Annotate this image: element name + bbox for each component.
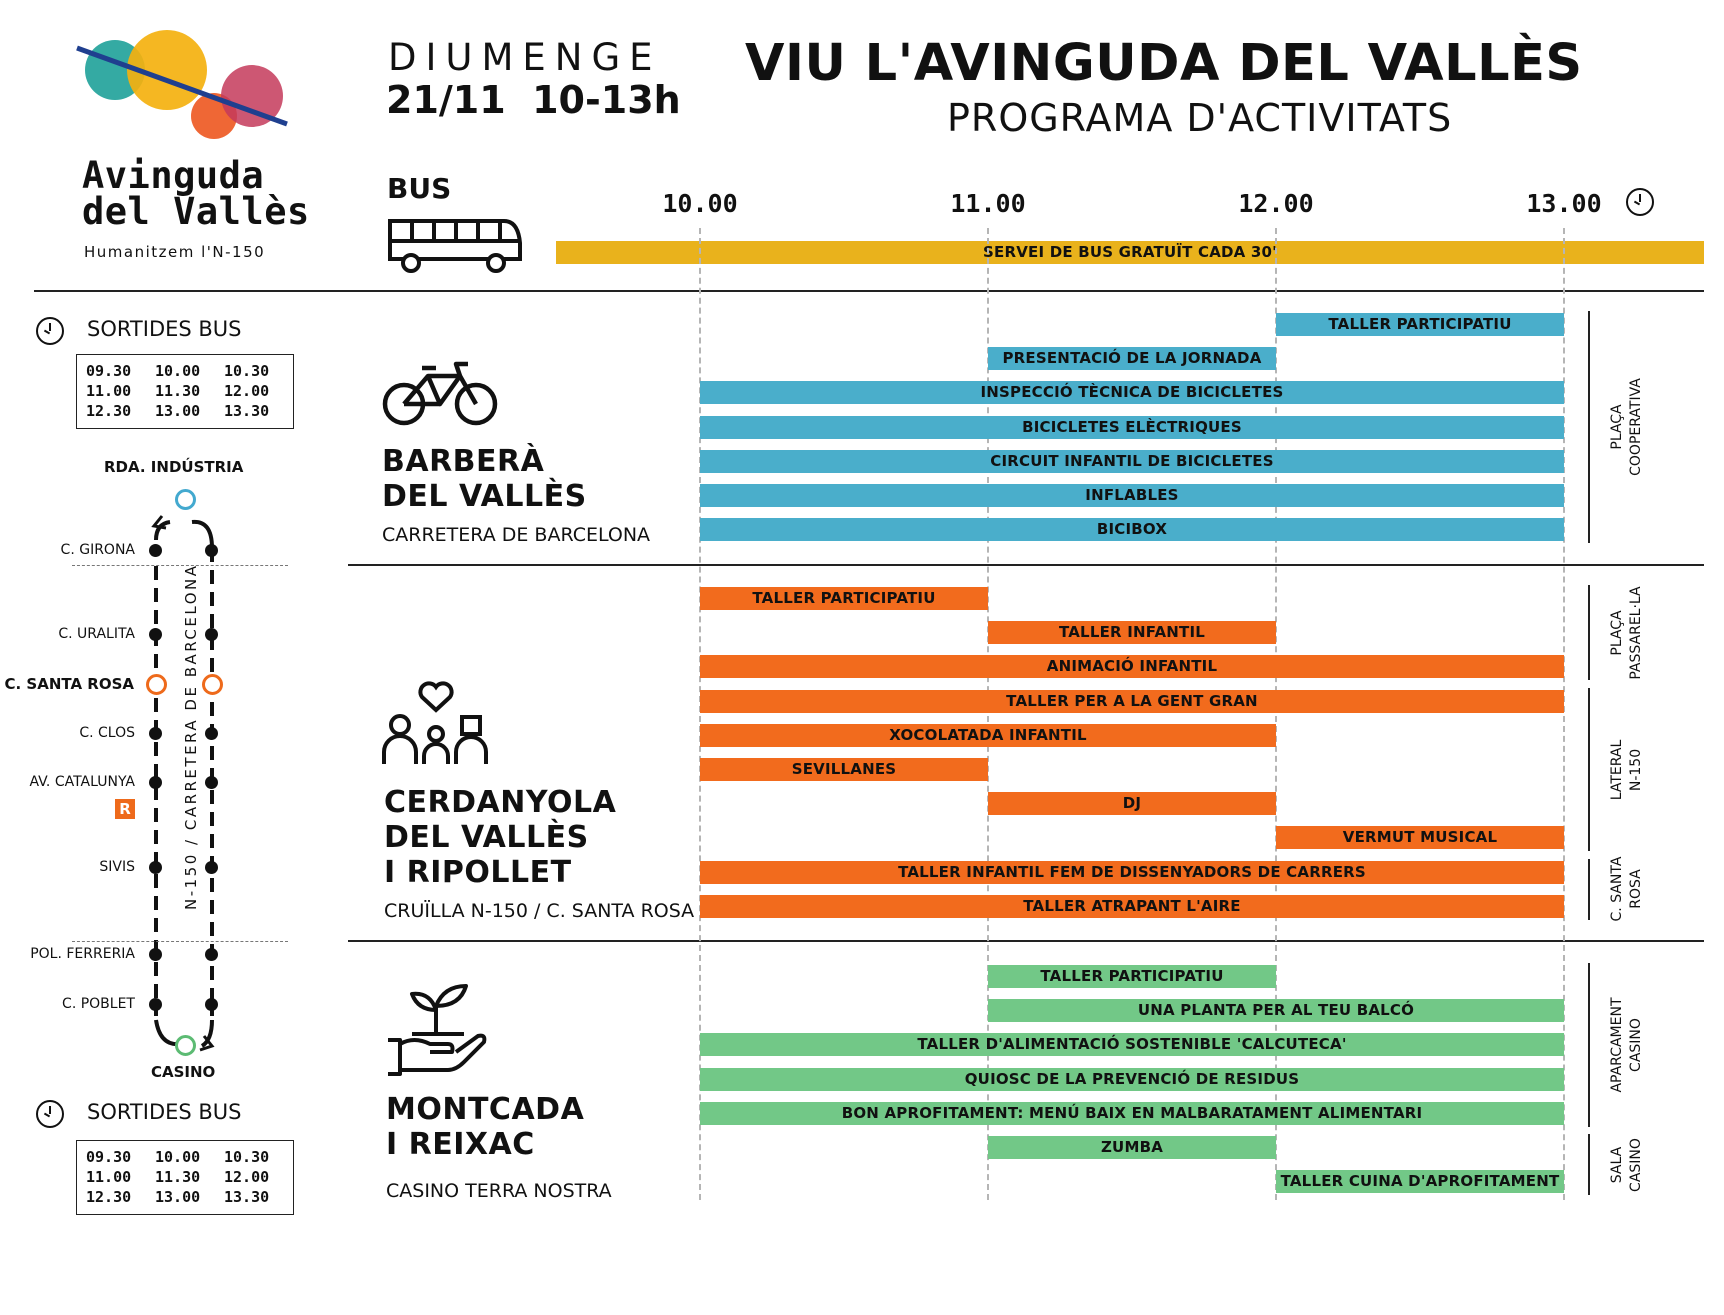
route-stop-dot xyxy=(149,998,162,1011)
venue-label-line: COOPERATIVA xyxy=(1628,378,1644,476)
venue-label-line: PLAÇA xyxy=(1609,404,1625,450)
section-title-cerdanyola: CERDANYOLA DEL VALLÈS I RIPOLLET xyxy=(384,785,617,890)
departure-time: 10.00 xyxy=(155,362,201,380)
departure-time: 10.30 xyxy=(224,1148,270,1166)
table-row xyxy=(77,401,293,421)
activity-bar-barbera: PRESENTACIÓ DE LA JORNADA xyxy=(988,347,1276,370)
venue-bracket xyxy=(1588,311,1590,543)
logo-line-1: Avinguda xyxy=(82,154,265,197)
clock-icon xyxy=(1626,188,1654,216)
venue-label-line: C. SANTA xyxy=(1609,856,1625,922)
activity-bar-montcada: BON APROFITAMENT: MENÚ BAIX EN MALBARATAMENT ALIMENTARI xyxy=(700,1102,1564,1125)
bicycle-icon xyxy=(382,360,498,428)
activity-bar-montcada: TALLER PARTICIPATIU xyxy=(988,965,1276,988)
terminal-stop-marker xyxy=(175,1035,196,1056)
venue-label-line: N-150 xyxy=(1628,748,1644,791)
zone-divider xyxy=(72,941,288,942)
route-stop-dot xyxy=(149,628,162,641)
departure-time: 12.30 xyxy=(86,402,132,420)
departure-time: 13.00 xyxy=(155,402,201,420)
route-stop-label: C. CLOS xyxy=(79,725,135,741)
activity-bar-cerdanyola: TALLER PER A LA GENT GRAN xyxy=(700,690,1564,713)
venue-bracket xyxy=(1588,688,1590,852)
page-title: VIU L'AVINGUDA DEL VALLÈS xyxy=(745,34,1583,93)
activity-bar-montcada: TALLER CUINA D'APROFITAMENT xyxy=(1276,1170,1564,1193)
activity-bar-barbera: TALLER PARTICIPATIU xyxy=(1276,313,1564,336)
route-end-terminal: CASINO xyxy=(151,1063,216,1081)
departure-time: 11.30 xyxy=(155,1168,201,1186)
route-stop-dot xyxy=(205,861,218,874)
terminal-stop-marker xyxy=(175,489,196,510)
departure-time: 09.30 xyxy=(86,1148,132,1166)
section-title-barbera: BARBERÀ DEL VALLÈS xyxy=(382,444,587,514)
event-day: DIUMENGE xyxy=(388,36,662,79)
activity-bar-cerdanyola: DJ xyxy=(988,792,1276,815)
activity-bar-cerdanyola: SEVILLANES xyxy=(700,758,988,781)
clock-icon xyxy=(36,1100,64,1128)
table-row xyxy=(77,381,293,401)
section-subtitle-cerdanyola: CRUÏLLA N-150 / C. SANTA ROSA xyxy=(384,900,695,922)
activity-bar-cerdanyola: TALLER INFANTIL FEM DE DISSENYADORS DE CARRERS xyxy=(700,861,1564,884)
venue-bracket xyxy=(1588,585,1590,680)
route-stop-label: POL. FERRERIA xyxy=(30,946,135,962)
route-stop-dot xyxy=(149,544,162,557)
venue-bracket xyxy=(1588,859,1590,920)
rail-station-badge: R xyxy=(115,799,135,819)
departure-time: 12.00 xyxy=(224,1168,270,1186)
route-stop-dot xyxy=(205,628,218,641)
time-tick-label: 12.00 xyxy=(1238,189,1314,218)
activity-bar-barbera: CIRCUIT INFANTIL DE BICICLETES xyxy=(700,450,1564,473)
bus-departures-table xyxy=(76,1140,294,1215)
activity-bar-montcada: ZUMBA xyxy=(988,1136,1276,1159)
bus-label: BUS xyxy=(387,172,452,205)
venue-bracket xyxy=(1588,963,1590,1127)
venue-label-line: CASINO xyxy=(1628,1137,1644,1192)
activity-bar-barbera: INFLABLES xyxy=(700,484,1564,507)
bus-departures-heading: SORTIDES BUS xyxy=(87,1100,242,1124)
venue-label-line: CASINO xyxy=(1628,1017,1644,1072)
departure-time: 09.30 xyxy=(86,362,132,380)
venue-label-line: SALA xyxy=(1609,1146,1625,1183)
section-title-montcada: MONTCADA I REIXAC xyxy=(386,1092,585,1162)
departure-time: 13.00 xyxy=(155,1188,201,1206)
activity-bar-barbera: INSPECCIÓ TÈCNICA DE BICICLETES xyxy=(700,381,1564,404)
route-stop-label: C. SANTA ROSA xyxy=(4,675,134,693)
transfer-stop-marker xyxy=(146,674,167,695)
activity-bar-cerdanyola: TALLER PARTICIPATIU xyxy=(700,587,988,610)
route-stop-dot xyxy=(205,727,218,740)
venue-label-line: LATERAL xyxy=(1609,739,1625,800)
logo-tagline: Humanitzem l'N-150 xyxy=(84,243,266,261)
route-stop-label: C. GIRONA xyxy=(60,542,135,558)
activity-bar-barbera: BICICLETES ELÈCTRIQUES xyxy=(700,416,1564,439)
route-stop-label: SIVIS xyxy=(99,859,135,875)
logo-circles-icon xyxy=(75,28,295,148)
section-subtitle-montcada: CASINO TERRA NOSTRA xyxy=(386,1180,612,1202)
venue-label-line: APARCAMENT xyxy=(1609,997,1625,1093)
venue-label-line: PLAÇA xyxy=(1609,610,1625,656)
venue-bracket xyxy=(1588,1134,1590,1195)
table-row xyxy=(77,361,293,381)
route-stop-dot xyxy=(149,776,162,789)
activity-bar-cerdanyola: TALLER INFANTIL xyxy=(988,621,1276,644)
time-tick-label: 10.00 xyxy=(662,189,738,218)
venue-label xyxy=(1608,1015,1646,1315)
departure-time: 10.00 xyxy=(155,1148,201,1166)
venue-label-line: ROSA xyxy=(1628,869,1644,909)
hand-plant-icon xyxy=(386,982,488,1076)
departure-time: 10.30 xyxy=(224,362,270,380)
logo-line-2: del Vallès xyxy=(82,190,310,233)
route-stop-dot xyxy=(149,948,162,961)
activity-bar-cerdanyola: TALLER ATRAPANT L'AIRE xyxy=(700,895,1564,918)
departure-time: 12.00 xyxy=(224,382,270,400)
route-stop-dot xyxy=(149,861,162,874)
transfer-stop-marker xyxy=(202,674,223,695)
table-row xyxy=(77,1147,293,1167)
activity-bar-montcada: UNA PLANTA PER AL TEU BALCÓ xyxy=(988,999,1564,1022)
family-heart-icon xyxy=(382,680,490,766)
time-tick-label: 13.00 xyxy=(1526,189,1602,218)
table-row xyxy=(77,1187,293,1207)
activity-bar-montcada: TALLER D'ALIMENTACIÓ SOSTENIBLE 'CALCUTECA' xyxy=(700,1033,1564,1056)
table-row xyxy=(77,1167,293,1187)
divider-cerdanyola xyxy=(348,940,1704,942)
route-stop-dot xyxy=(205,948,218,961)
activity-bar-barbera: BICIBOX xyxy=(700,518,1564,541)
venue-label-line: PASSAREL·LA xyxy=(1628,586,1644,680)
activity-bar-cerdanyola: VERMUT MUSICAL xyxy=(1276,826,1564,849)
route-stop-label: C. POBLET xyxy=(62,996,135,1012)
bus-icon xyxy=(386,215,524,273)
section-subtitle-barbera: CARRETERA DE BARCELONA xyxy=(382,524,651,546)
activity-bar-cerdanyola: ANIMACIÓ INFANTIL xyxy=(700,655,1564,678)
road-label: N-150 / CARRETERA DE BARCELONA xyxy=(182,563,200,910)
page-subtitle: PROGRAMA D'ACTIVITATS xyxy=(947,96,1453,140)
route-start-terminal: RDA. INDÚSTRIA xyxy=(104,458,244,476)
zone-divider xyxy=(72,565,288,566)
divider-barbera xyxy=(348,564,1704,566)
departure-time: 13.30 xyxy=(224,1188,270,1206)
event-date: 21/11 10-13h xyxy=(386,78,681,122)
departure-time: 11.00 xyxy=(86,382,132,400)
departure-time: 11.00 xyxy=(86,1168,132,1186)
route-stop-dot xyxy=(205,776,218,789)
route-stop-dot xyxy=(149,727,162,740)
time-tick-label: 11.00 xyxy=(950,189,1026,218)
clock-icon xyxy=(36,317,64,345)
route-stop-dot xyxy=(205,544,218,557)
departure-time: 13.30 xyxy=(224,402,270,420)
divider-top xyxy=(34,290,1704,292)
activity-bar-cerdanyola: XOCOLATADA INFANTIL xyxy=(700,724,1276,747)
logo-wordmark xyxy=(82,154,310,233)
bus-service-bar: SERVEI DE BUS GRATUÏT CADA 30' xyxy=(556,241,1704,264)
departure-time: 11.30 xyxy=(155,382,201,400)
activity-bar-montcada: QUIOSC DE LA PREVENCIÓ DE RESIDUS xyxy=(700,1068,1564,1091)
route-stop-label: AV. CATALUNYA xyxy=(29,774,135,790)
route-stop-dot xyxy=(205,998,218,1011)
departure-time: 12.30 xyxy=(86,1188,132,1206)
bus-departures-table xyxy=(76,354,294,429)
route-stop-label: C. URALITA xyxy=(58,626,135,642)
bus-departures-heading: SORTIDES BUS xyxy=(87,317,242,341)
